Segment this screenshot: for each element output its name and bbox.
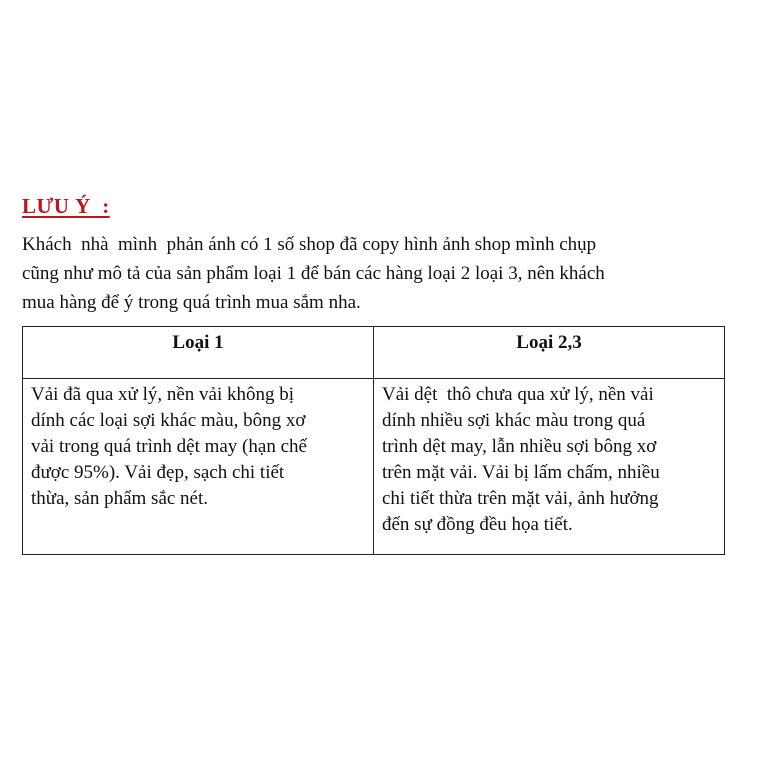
table-header-row: [23, 327, 725, 379]
cell-line: chi tiết thừa trên mặt vải, ảnh hưởng: [382, 488, 659, 509]
note-body: [22, 230, 742, 317]
cell-line: Vải đã qua xử lý, nền vải không bị: [31, 384, 295, 405]
cell-line: trên mặt vải. Vải bị lấm chấm, nhiều: [382, 462, 660, 483]
cell-line: được 95%). Vải đẹp, sạch chi tiết: [31, 462, 285, 483]
header-type-1: Loại 1: [23, 327, 374, 379]
note-body-line: Khách nhà mình phản ánh có 1 số shop đã copy hình ảnh shop mình chụp: [22, 234, 597, 255]
cell-line: Vải dệt thô chưa qua xử lý, nền vải: [382, 384, 654, 405]
note-heading: LƯU Ý :: [22, 194, 110, 218]
cell-type-2-3-description: [374, 379, 725, 555]
header-type-2-3: Loại 2,3: [374, 327, 725, 379]
note-body-line: cũng như mô tả của sản phẩm loại 1 để bán các hàng loại 2 loại 3, nên khách: [22, 263, 605, 284]
cell-type-1-description: [23, 379, 374, 555]
comparison-table: [22, 326, 725, 555]
note-body-line: mua hàng để ý trong quá trình mua sắm nha.: [22, 292, 361, 313]
cell-line: đến sự đồng đều họa tiết.: [382, 514, 573, 535]
cell-line: dính các loại sợi khác màu, bông xơ: [31, 410, 306, 431]
table-row: [23, 379, 725, 555]
cell-line: dính nhiều sợi khác màu trong quá: [382, 410, 646, 431]
cell-line: trình dệt may, lẫn nhiều sợi bông xơ: [382, 436, 657, 457]
cell-line: thừa, sản phẩm sắc nét.: [31, 488, 209, 509]
cell-line: vải trong quá trình dệt may (hạn chế: [31, 436, 307, 457]
